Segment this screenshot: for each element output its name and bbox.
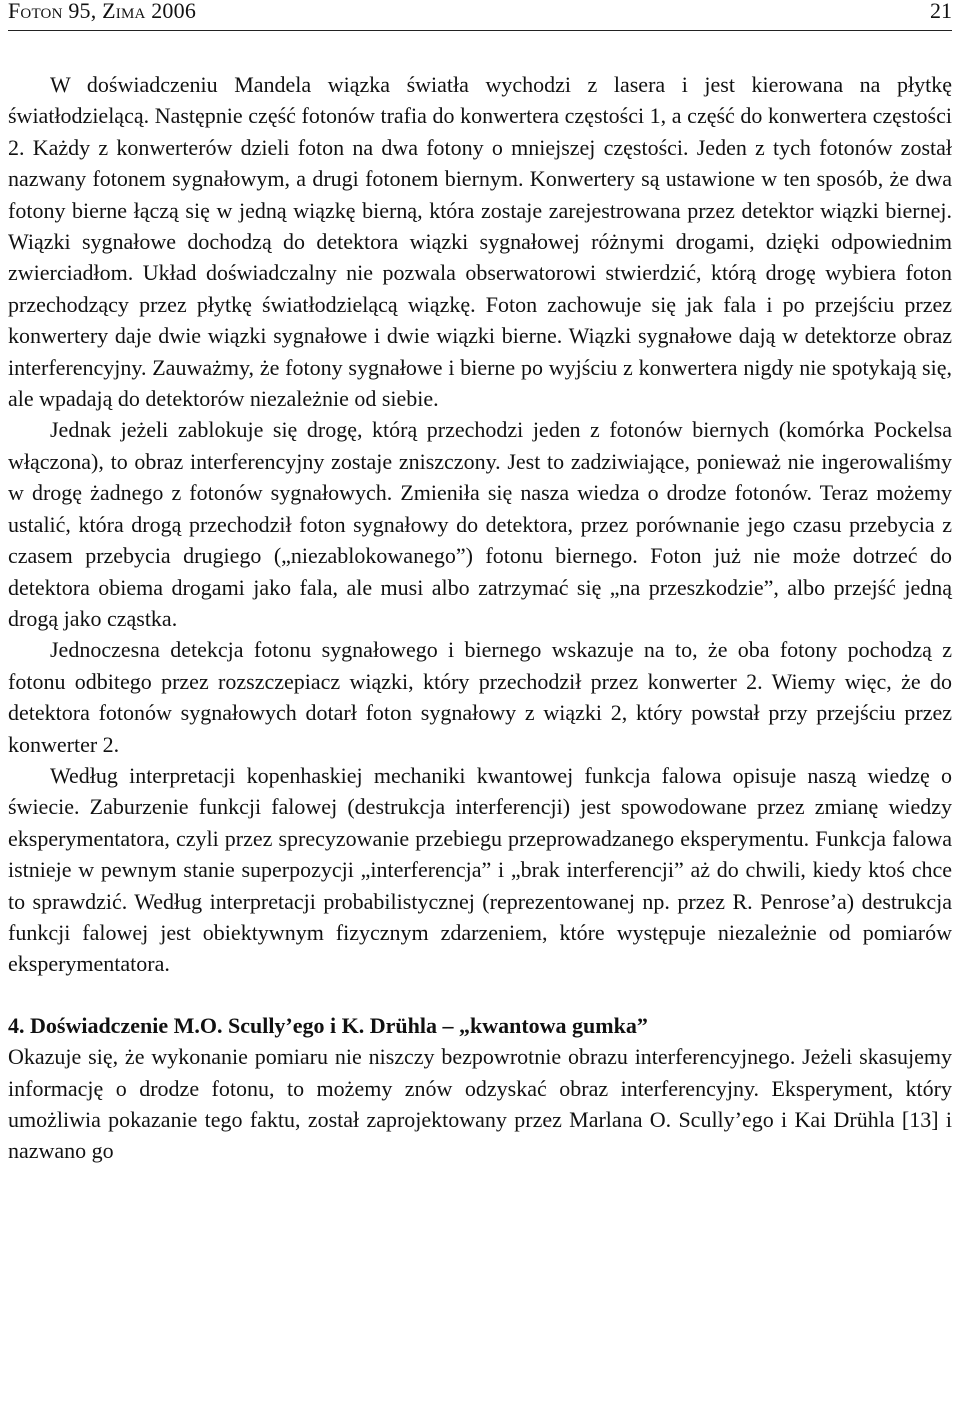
journal-title: Foton 95, Zima 2006 <box>8 0 197 23</box>
paragraph-mandel-experiment: W doświadczeniu Mandela wiązka światła wychodzi z lasera i jest kierowana na płytkę światłodzielącą. Następnie część fotonów trafia do konwertera częstości 1, a część do konwertera częstości 2. Każdy z konwerterów dzieli foton na dwa fotony o mniejszej częstości. Jeden z tych fotonów został nazwany fotonem sygnałowym, a drugi fotonem biernym. Konwertery są ustawione w ten sposób, że dwa fotony bierne łączą się w jedną wiązkę bierną, która zostaje zarejestrowana przez detektor wiązki biernej. Wiązki sygnałowe dochodzą do detektora wiązki sygnałowej różnymi drogami, dzięki odpowiednim zwierciadłom. Układ doświadczalny nie pozwala obserwatorowi stwierdzić, którą drogę wybiera foton przechodzący przez płytkę światłodzielącą wiązkę. Foton zachowuje się jak fala i po przejściu przez konwertery daje dwie wiązki sygnałowe i dwie wiązki bierne. Wiązki sygnałowe dają w detektorze obraz interferencyjny. Zauważmy, że fotony sygnałowe i bierne po wyjściu z konwertera nigdy nie spotykają się, ale wpadają do detektorów niezależnie od siebie. <box>8 72 952 412</box>
paragraph-coincidence-detection: Jednoczesna detekcja fotonu sygnałowego i biernego wskazuje na to, że oba fotony pochodzą z fotonu odbitego przez rozszczepiacz wiązki, który przechodził przez konwerter 2. Wiemy więc, że do detektora fotonów sygnałowych dotarł foton sygnałowy z wiązki 2, który powstał przy przejściu przez konwerter 2. <box>8 637 952 757</box>
page-number: 21 <box>930 0 952 23</box>
document-page <box>8 0 952 1167</box>
paragraph-copenhagen-interpretation: Według interpretacji kopenhaskiej mechaniki kwantowej funkcja falowa opisuje naszą wiedzę o świecie. Zaburzenie funkcji falowej (destrukcja interferencji) jest spowodowane przez zmianę wiedzy eksperymentatora, czyli przez sprecyzowanie przebiegu przeprowadzanego eksperymentu. Funkcja falowa istnieje w pewnym stanie superpozycji „interferencja” i „brak interferencji” aż do chwili, kiedy ktoś chce to sprawdzić. Według interpretacji probabilistycznej (reprezentowanej np. przez R. Penrose’a) destrukcja funkcji falowej jest obiektywnym fizycznym zdarzeniem, które występuje niezależnie od pomiarów eksperymentatora. <box>8 762 952 977</box>
article-body <box>8 69 952 1167</box>
paragraph-quantum-eraser: Okazuje się, że wykonanie pomiaru nie niszczy bezpowrotnie obrazu interferencyjnego. Jeżeli skasujemy informację o drodze fotonu, to możemy znów odzyskać obraz interferencyjny. Eksperyment, który umożliwia pokazanie tego faktu, został zaprojektowany przez Marlana O. Scully’ego i Kai Drühla [13] i nazwano go <box>8 1044 952 1164</box>
running-header <box>8 0 952 31</box>
paragraph-blocked-path: Jednak jeżeli zablokuje się drogę, którą przechodzi jeden z fotonów biernych (komórka Pockelsa włączona), to obraz interferencyjny zostaje zniszczony. Jest to zadziwiające, ponieważ nie ingerowaliśmy w drogę żadnego z fotonów sygnałowych. Zmieniła się nasza wiedza o drodze fotonów. Teraz możemy ustalić, która drogą przechodził foton sygnałowy do detektora, przez porównanie jego czasu przebycia z czasem przebycia drugiego („niezablokowanego”) fotonu biernego. Foton już nie może dotrzeć do detektora obiema drogami jako fala, ale musi albo zatrzymać się „na przeszkodzie”, albo przejść jedną drogą jako cząstka. <box>8 417 952 631</box>
section-heading: 4. Doświadczenie M.O. Scully’ego i K. Drühla – „kwantowa gumka” <box>8 1012 648 1038</box>
